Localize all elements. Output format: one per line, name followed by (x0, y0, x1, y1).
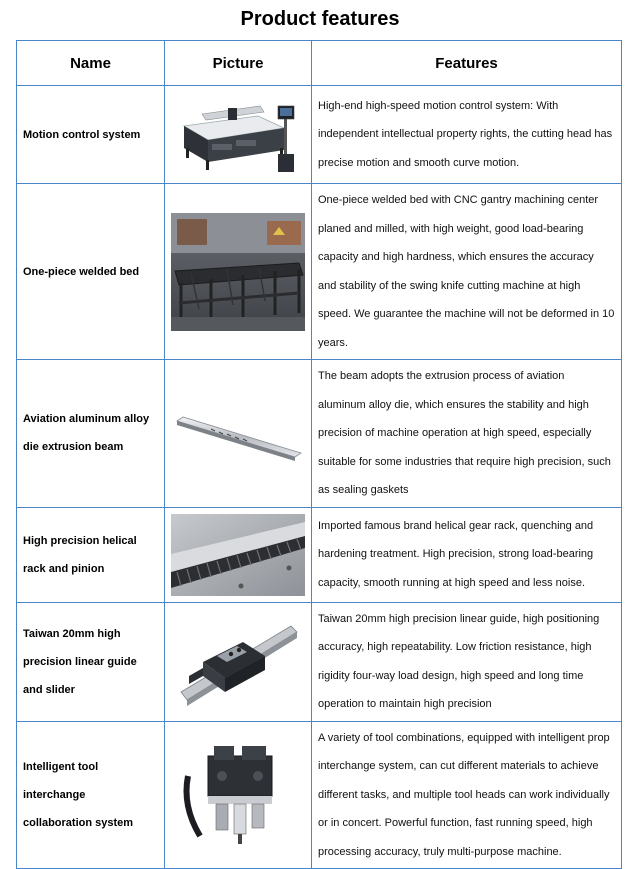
row-name: High precision helical rack and pinion (17, 507, 165, 602)
row-name: Motion control system (17, 86, 165, 184)
row-features: Taiwan 20mm high precision linear guide, high positioning accuracy, high repeatability. Low friction resistance, high rigidity four-way load design, high speed and long time operation to maintain high precision (312, 602, 622, 721)
row-features: High-end high-speed motion control system: With independent intellectual property rights, the cutting head has precise motion and smooth curve motion. (312, 86, 622, 184)
header-features: Features (312, 41, 622, 86)
header-picture: Picture (165, 41, 312, 86)
row-name: One-piece welded bed (17, 184, 165, 360)
table-row (17, 721, 622, 869)
row-features: The beam adopts the extrusion process of aviation aluminum alloy die, which ensures the stability and high precision of machine operation at high speed, especially suitable for some industries that require high precision, such as sealing gaskets (312, 360, 622, 508)
aluminum-beam-image (171, 395, 305, 471)
row-features: Imported famous brand helical gear rack, quenching and hardening treatment. High precision, strong load-bearing capacity, smooth running at high speed and less noise. (312, 507, 622, 602)
table-row (17, 86, 622, 184)
row-picture (165, 86, 312, 184)
welded-bed-image (171, 213, 305, 331)
table-row (17, 184, 622, 360)
page-title: Product features (240, 8, 400, 30)
row-picture (165, 360, 312, 508)
row-name: Taiwan 20mm high precision linear guide and slider (17, 602, 165, 721)
tool-head-image (178, 736, 298, 854)
table-row (17, 602, 622, 721)
row-name: Aviation aluminum alloy die extrusion beam (17, 360, 165, 508)
table-header-row (17, 41, 622, 86)
cutting-machine-image (172, 92, 304, 178)
row-features: A variety of tool combinations, equipped with intelligent prop interchange system, can cut different materials to achieve different tasks, and multiple tool heads can work individually or in concert. Powerful function, fast running speed, high processing accuracy, truly multi-purpose machine. (312, 721, 622, 869)
header-name: Name (17, 41, 165, 86)
features-table (16, 40, 622, 869)
row-picture (165, 507, 312, 602)
row-features: One-piece welded bed with CNC gantry machining center planed and milled, with high weight, good load-bearing capacity and high hardness, which ensures the accuracy and stability of the swing knife cutting machine at high speed. We guarantee the machine will not be deformed in 10 years. (312, 184, 622, 360)
helical-rack-image (171, 514, 305, 596)
table-row (17, 507, 622, 602)
row-picture (165, 184, 312, 360)
row-picture (165, 602, 312, 721)
row-picture (165, 721, 312, 869)
row-name: Intelligent tool interchange collaboration system (17, 721, 165, 869)
linear-guide-image (173, 612, 303, 712)
table-row (17, 360, 622, 508)
